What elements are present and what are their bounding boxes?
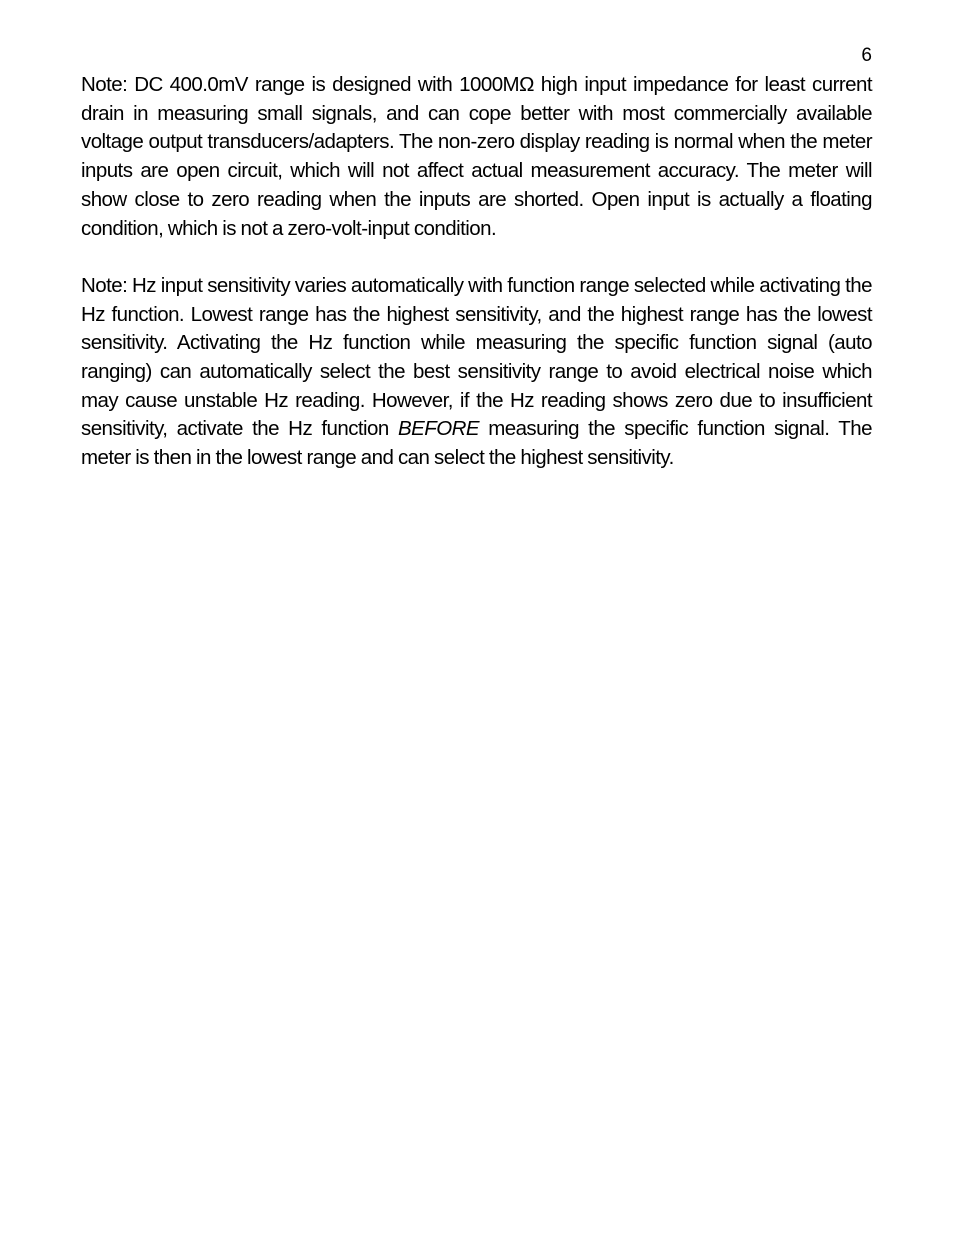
document-body [81, 71, 872, 502]
note-hz-text-after: measuring the specific function signal. The meter is then in the lowest range and can select the highest sensitivity. [81, 417, 872, 470]
note-dc-impedance: Note: DC 400.0mV range is designed with 1000MΩ high input impedance for least current drain in measuring small signals, and can cope better with most commercially available voltage output transducers/adapters. The non-zero display reading is normal when the meter inputs are open circuit, which will not affect actual measurement accuracy. The meter will show close to zero reading when the inputs are shorted. Open input is actually a floating condition, which is not a zero-volt-input condition. [81, 73, 872, 240]
page-number: 6 [861, 45, 872, 66]
note-hz-text-before: Note: Hz input sensitivity varies automatically with function range selected while activating the Hz function. Lowest range has the highest sensitivity, and the highest range has the lowest sensitivity. Activating the Hz function while measuring the specific function signal (auto ranging) can automatically select the best sensitivity range to avoid electrical noise which may cause unstable Hz reading. However, if the Hz reading shows zero due to insufficient sensitivity, activate the Hz function [81, 273, 872, 441]
note-hz-sensitivity [81, 272, 872, 473]
note-hz-emphasis: BEFORE [397, 417, 479, 441]
